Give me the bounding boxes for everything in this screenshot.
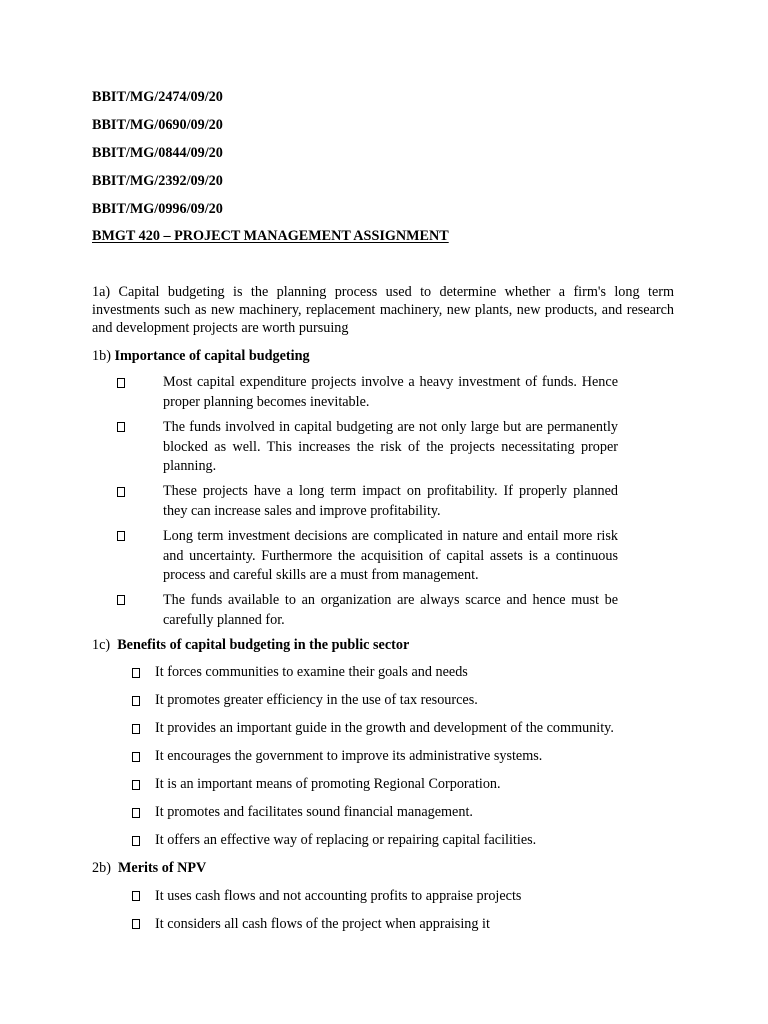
bullet-box-icon [132, 724, 140, 734]
bullet-box-icon [117, 422, 125, 432]
q1b-bullet-2: The funds involved in capital budgeting are not only large but are permanently blocked as well. This increases the risk of the projects necessitating proper planning. [163, 419, 618, 474]
q1c-title: Benefits of capital budgeting in the public sector [117, 637, 410, 653]
bullet-box-icon [117, 487, 125, 497]
q1c-bullet-4: It encourages the government to improve its administrative systems. [155, 748, 543, 764]
q1c-bullet-6: It promotes and facilitates sound financial management. [155, 804, 473, 820]
bullet-box-icon [117, 531, 125, 541]
bullet-box-icon [117, 378, 125, 388]
bullet-box-icon [132, 891, 140, 901]
q1c-bullet-5: It is an important means of promoting Regional Corporation. [155, 776, 501, 792]
q1c-bullet-2: It promotes greater efficiency in the use of tax resources. [155, 692, 478, 708]
bullet-box-icon [132, 780, 140, 790]
bullet-box-icon [132, 696, 140, 706]
bullet-box-icon [132, 836, 140, 846]
q1c-bullet-7: It offers an effective way of replacing or repairing capital facilities. [155, 832, 537, 848]
q2b-heading [92, 859, 206, 877]
q2b-title: Merits of NPV [118, 860, 207, 876]
assignment-title: BMGT 420 – PROJECT MANAGEMENT ASSIGNMENT [92, 228, 449, 244]
bullet-box-icon [117, 595, 125, 605]
q1b-heading [92, 347, 310, 365]
bullet-box-icon [132, 919, 140, 929]
q1a-paragraph: 1a) Capital budgeting is the planning process used to determine whether a firm's long term investments such as new machinery, replacement machinery, new plants, new products, and research and development projects are worth pursuing [92, 284, 674, 336]
q2b-number: 2b) [92, 860, 111, 876]
student-id-1: BBIT/MG/2474/09/20 [92, 89, 223, 105]
q2b-bullet-2: It considers all cash flows of the project when appraising it [155, 916, 490, 932]
q1b-bullet-1: Most capital expenditure projects involve a heavy investment of funds. Hence proper planning becomes inevitable. [163, 374, 618, 410]
q2b-bullet-1: It uses cash flows and not accounting profits to appraise projects [155, 888, 522, 904]
q1c-bullet-3: It provides an important guide in the growth and development of the community. [155, 720, 614, 736]
q1b-bullet-3: These projects have a long term impact on profitability. If properly planned they can increase sales and improve profitability. [163, 483, 618, 519]
q1b-title: Importance of capital budgeting [114, 348, 310, 364]
bullet-box-icon [132, 668, 140, 678]
q1c-number: 1c) [92, 637, 111, 653]
q1b-bullet-4: Long term investment decisions are complicated in nature and entail more risk and uncertainty. Furthermore the acquisition of capital assets is a continuous process and careful skills are a must from management. [163, 528, 618, 583]
student-id-5: BBIT/MG/0996/09/20 [92, 201, 223, 217]
q1c-bullet-1: It forces communities to examine their goals and needs [155, 664, 468, 680]
student-id-4: BBIT/MG/2392/09/20 [92, 173, 223, 189]
q1b-bullet-5: The funds available to an organization are always scarce and hence must be carefully planned for. [163, 592, 618, 628]
q1c-heading [92, 636, 409, 654]
q1b-number: 1b) [92, 348, 111, 364]
student-id-2: BBIT/MG/0690/09/20 [92, 117, 223, 133]
student-id-3: BBIT/MG/0844/09/20 [92, 145, 223, 161]
bullet-box-icon [132, 808, 140, 818]
bullet-box-icon [132, 752, 140, 762]
